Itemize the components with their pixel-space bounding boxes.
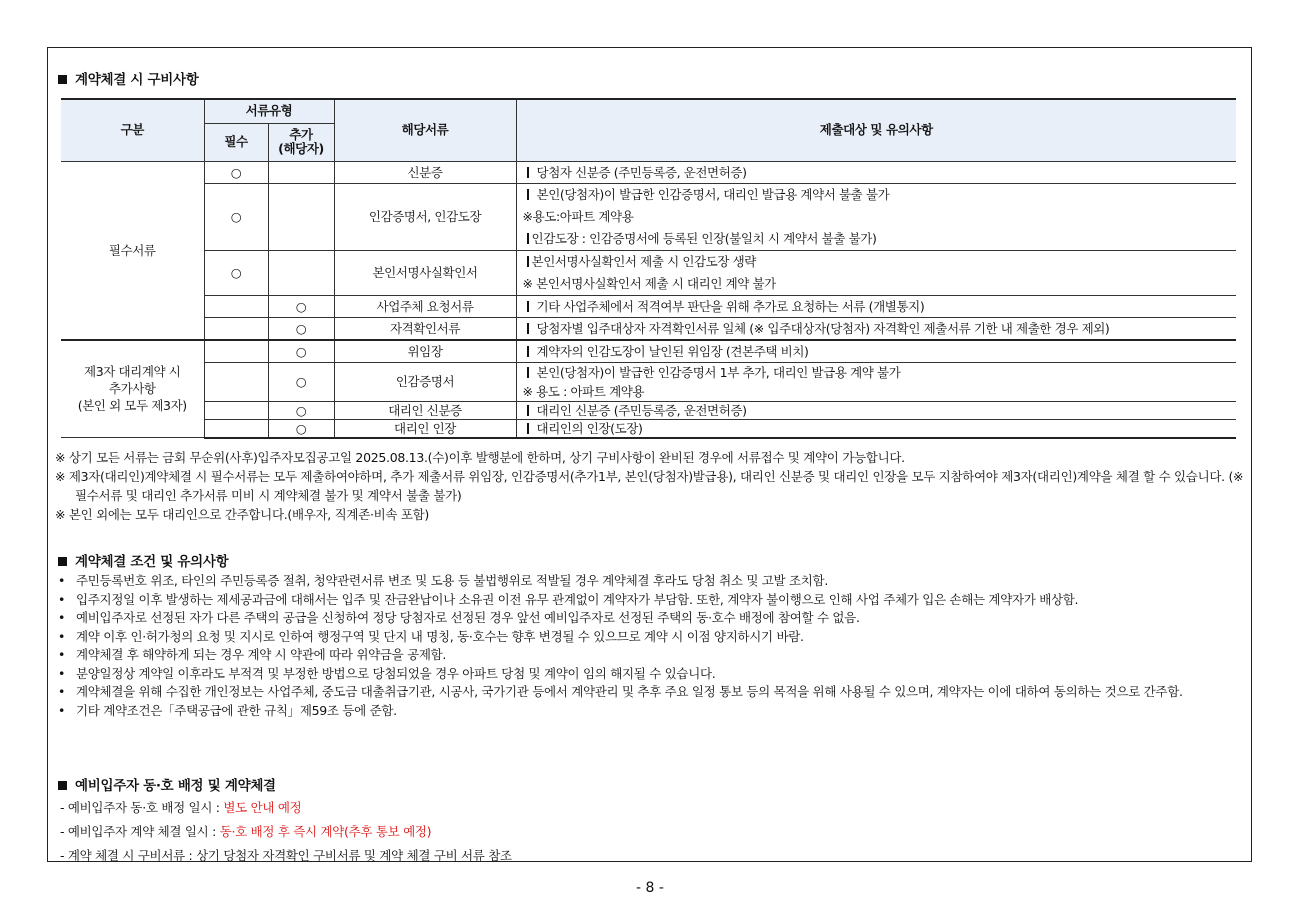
- square-bullet-icon: [58, 557, 67, 566]
- reserve-value: 동·호 배정 후 즉시 계약(추후 통보 예정): [219, 824, 432, 839]
- conditions-list: [58, 572, 1243, 720]
- document-name: 대리인 신분증: [334, 401, 516, 419]
- additional-mark: [268, 183, 334, 250]
- category-third-line3: (본인 외 모두 제3자): [77, 398, 187, 414]
- note-text: 대리인의 인장(도장): [536, 420, 643, 436]
- reserve-label: - 예비입주자 계약 체결 일시 :: [60, 824, 220, 839]
- document-name: 자격확인서류: [334, 317, 516, 340]
- note-line: [527, 228, 1231, 250]
- table-row: [61, 295, 1236, 317]
- note-item: ※ 제3자(대리인)계약체결 시 필수서류는 모두 제출하여야하며, 추가 제출서류 위임장, 인감증명서(추가1부, 본인(당첨자)발급용), 대리인 신분증 및 대리인 인장을 모두 지참하여야 제3자(대리인)계약을 체결 할 수 있습니다. (※필수서류 및 대리인 추가서류 미비 시 계약체결 불가 및 계약서 불출 불가): [55, 469, 1244, 503]
- note-line: [527, 251, 1231, 273]
- note-text: 본인서명사실확인서 제출 시 인감도장 생략: [531, 253, 756, 269]
- note-text: 본인(당첨자)이 발급한 인감증명서, 대리인 발급용 계약서 불출 불가: [536, 186, 890, 202]
- bar-bullet-icon: [527, 189, 529, 200]
- category-third-party: [61, 340, 204, 438]
- bar-bullet-icon: [527, 167, 529, 178]
- bar-bullet-icon: [527, 301, 529, 312]
- list-item: - 계약 체결 시 구비서류 : 상기 당첨자 자격확인 구비서류 및 계약 체결 구비 서류 참조: [60, 848, 512, 863]
- required-mark: ○: [204, 183, 268, 250]
- required-mark: [204, 317, 268, 340]
- square-bullet-icon: [58, 75, 67, 84]
- list-item: • 계약체결 후 해약하게 되는 경우 계약 시 약관에 따라 위약금을 공제함.: [58, 646, 1243, 665]
- additional-mark: [268, 161, 334, 183]
- table-row: [61, 317, 1236, 340]
- list-item: • 예비입주자로 선정된 자가 다른 주택의 공급을 신청하여 정당 당첨자로 선정된 경우 앞선 예비입주자로 선정된 주택의 동·호수 배정에 참여할 수 없음.: [58, 609, 1243, 628]
- row-note: [516, 250, 1236, 295]
- list-item: • 분양일정상 계약일 이후라도 부적격 및 부정한 방법으로 당첨되었을 경우 아파트 당첨 및 계약이 임의 해지될 수 있습니다.: [58, 665, 1243, 684]
- note-line: [527, 363, 1231, 382]
- reserve-list: [60, 796, 512, 868]
- required-mark: [204, 419, 268, 438]
- category-required: 필수서류: [61, 161, 204, 340]
- additional-mark: ○: [268, 419, 334, 438]
- document-name: 대리인 인장: [334, 419, 516, 438]
- table-row: [61, 250, 1236, 295]
- additional-mark: ○: [268, 295, 334, 317]
- required-mark: [204, 401, 268, 419]
- note-text: 본인(당첨자)이 발급한 인감증명서 1부 추가, 대리인 발급용 계약 불가: [536, 364, 901, 380]
- document-name: 본인서명사실확인서: [334, 250, 516, 295]
- list-item: • 입주지정일 이후 발생하는 제세공과금에 대해서는 입주 및 잔금완납이나 소유권 이전 유무 관계없이 계약자가 부담함. 또한, 계약자 불이행으로 인해 사업 주체가 입은 손해는 계약자가 배상함.: [58, 591, 1243, 610]
- row-note: [516, 419, 1236, 438]
- note-text: 인감도장 : 인감증명서에 등록된 인장(불일치 시 계약서 불출 불가): [531, 230, 877, 246]
- note-line: ※ 본인서명사실확인서 제출 시 대리인 계약 불가: [522, 275, 776, 291]
- list-item: • 계약체결을 위해 수집한 개인정보는 사업주체, 중도금 대출취급기관, 시공사, 국가기관 등에서 계약관리 및 추후 주요 일정 통보 등의 목적을 위해 사용될 수 있으며, 계약자는 이에 대하여 동의하는 것으로 간주함.: [58, 683, 1243, 702]
- table-notes: [55, 448, 1245, 524]
- section-title-contract-conditions: [58, 550, 228, 570]
- list-item: [60, 796, 512, 820]
- table-row: [61, 340, 1236, 363]
- additional-mark: [268, 250, 334, 295]
- bar-bullet-icon: [527, 256, 529, 267]
- document-name: 신분증: [334, 161, 516, 183]
- note-text: 계약자의 인감도장이 날인된 위임장 (견본주택 비치): [536, 343, 809, 359]
- list-item: • 주민등록번호 위조, 타인의 주민등록증 절취, 청약관련서류 변조 및 도용 등 불법행위로 적발될 경우 계약체결 후라도 당첨 취소 및 고발 조치함.: [58, 572, 1243, 591]
- bar-bullet-icon: [527, 423, 529, 434]
- list-item: • 계약 이후 인·허가청의 요청 및 지시로 인하여 행정구역 및 단지 내 명칭, 동·호수는 향후 변경될 수 있으므로 계약 시 이점 양지하시기 바람.: [58, 628, 1243, 647]
- table-row: [61, 401, 1236, 419]
- section-title-contract-requirements: [58, 68, 198, 88]
- bar-bullet-icon: [527, 367, 529, 378]
- row-note: [516, 362, 1236, 401]
- header-document: 해당서류: [334, 99, 516, 161]
- header-target: 제출대상 및 유의사항: [516, 99, 1236, 161]
- table-header-row: [61, 99, 1236, 123]
- table-row: [61, 161, 1236, 183]
- row-note: [516, 401, 1236, 419]
- document-name: 인감증명서, 인감도장: [334, 183, 516, 250]
- bar-bullet-icon: [527, 323, 529, 334]
- note-text: 당첨자 신분증 (주민등록증, 운전면허증): [536, 164, 747, 180]
- additional-mark: ○: [268, 362, 334, 401]
- header-category: 구분: [61, 99, 204, 161]
- note-item: ※ 본인 외에는 모두 대리인으로 간주합니다.(배우자, 직계존·비속 포함): [55, 507, 429, 522]
- table-row: [61, 183, 1236, 250]
- header-additional: [268, 123, 334, 161]
- row-note: [516, 161, 1236, 183]
- page-number: - 8 -: [636, 880, 664, 896]
- section-title-reserve-assignment: [58, 774, 276, 794]
- document-frame: [47, 47, 1252, 862]
- header-additional-sub: (해당자): [278, 141, 324, 156]
- section-title-text: 계약체결 조건 및 유의사항: [75, 554, 229, 570]
- note-line: ※ 용도 : 아파트 계약용: [522, 383, 645, 399]
- header-additional-label: 추가: [289, 127, 313, 142]
- note-line: [527, 184, 1231, 206]
- required-mark: [204, 295, 268, 317]
- row-note: [516, 183, 1236, 250]
- additional-mark: ○: [268, 340, 334, 363]
- document-name: 위임장: [334, 340, 516, 363]
- header-required: 필수: [204, 123, 268, 161]
- required-mark: ○: [204, 161, 268, 183]
- list-item: • 기타 계약조건은「주택공급에 관한 규칙」제59조 등에 준함.: [58, 702, 1243, 721]
- required-mark: ○: [204, 250, 268, 295]
- square-bullet-icon: [58, 781, 67, 790]
- note-line: ※용도:아파트 계약용: [522, 208, 634, 224]
- note-item: ※ 상기 모든 서류는 금회 무순위(사후)입주자모집공고일 2025.08.13.(수)이후 발행분에 한하며, 상기 구비사항이 완비된 경우에 서류접수 및 계약이 가능합니다.: [55, 450, 905, 465]
- section-title-text: 계약체결 시 구비사항: [75, 72, 199, 88]
- reserve-value: 별도 안내 예정: [223, 800, 302, 815]
- table-row: [61, 362, 1236, 401]
- note-text: 기타 사업주체에서 적격여부 판단을 위해 추가로 요청하는 서류 (개별통지): [536, 298, 925, 314]
- category-third-line2: 추가사항: [108, 381, 156, 397]
- row-note: [516, 340, 1236, 363]
- bar-bullet-icon: [527, 405, 529, 416]
- section-title-text: 예비입주자 동·호 배정 및 계약체결: [75, 778, 276, 794]
- required-mark: [204, 340, 268, 363]
- note-text: 대리인 신분증 (주민등록증, 운전면허증): [536, 402, 747, 418]
- document-name: 인감증명서: [334, 362, 516, 401]
- document-name: 사업주체 요청서류: [334, 295, 516, 317]
- category-third-line1: 제3자 대리계약 시: [84, 364, 181, 380]
- row-note: [516, 295, 1236, 317]
- additional-mark: ○: [268, 317, 334, 340]
- reserve-label: - 예비입주자 동·호 배정 일시 :: [60, 800, 224, 815]
- bar-bullet-icon: [527, 233, 529, 244]
- header-doctype: 서류유형: [204, 99, 334, 123]
- additional-mark: ○: [268, 401, 334, 419]
- required-mark: [204, 362, 268, 401]
- list-item: [60, 820, 512, 844]
- note-text: 당첨자별 입주대상자 자격확인서류 일체 (※ 입주대상자(당첨자) 자격확인 제출서류 기한 내 제출한 경우 제외): [536, 320, 1110, 336]
- bar-bullet-icon: [527, 346, 529, 357]
- row-note: [516, 317, 1236, 340]
- table-row: [61, 419, 1236, 438]
- requirements-table: [61, 98, 1236, 439]
